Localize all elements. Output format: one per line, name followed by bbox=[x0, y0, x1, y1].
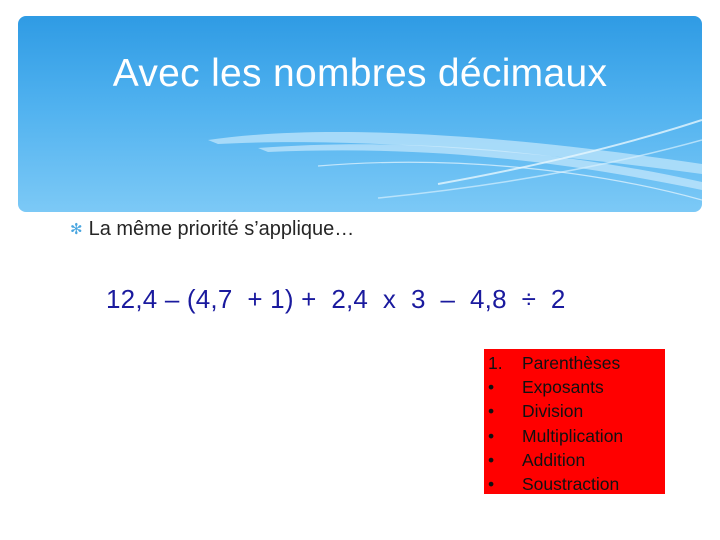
star-bullet-icon: ✻ bbox=[70, 221, 83, 238]
title-banner bbox=[18, 16, 702, 212]
priority-label: Parenthèses bbox=[522, 353, 621, 373]
list-marker: • bbox=[488, 377, 495, 398]
priority-item bbox=[488, 424, 623, 448]
list-marker: • bbox=[488, 425, 495, 446]
priority-item bbox=[488, 351, 623, 375]
priority-item bbox=[488, 448, 623, 472]
priority-item bbox=[488, 399, 623, 423]
banner-swoosh-decoration bbox=[18, 16, 702, 212]
priority-label: Multiplication bbox=[522, 425, 624, 446]
math-expression: 12,4 – (4,7 + 1) + 2,4 x 3 – 4,8 ÷ 2 bbox=[106, 284, 566, 314]
slide-title: Avec les nombres décimaux bbox=[112, 52, 608, 95]
list-marker: • bbox=[488, 473, 495, 494]
priority-item bbox=[488, 472, 623, 496]
priority-item bbox=[488, 375, 623, 399]
list-marker: 1. bbox=[488, 353, 503, 373]
list-marker: • bbox=[488, 449, 495, 470]
priority-label: Division bbox=[522, 401, 584, 422]
bullet-text: La même priorité s’applique… bbox=[88, 218, 355, 240]
priority-list bbox=[488, 351, 623, 496]
priority-label: Soustraction bbox=[522, 473, 620, 494]
priority-label: Addition bbox=[522, 449, 586, 470]
priority-label: Exposants bbox=[522, 377, 604, 398]
bullet-item bbox=[70, 218, 354, 241]
list-marker: • bbox=[488, 401, 495, 422]
